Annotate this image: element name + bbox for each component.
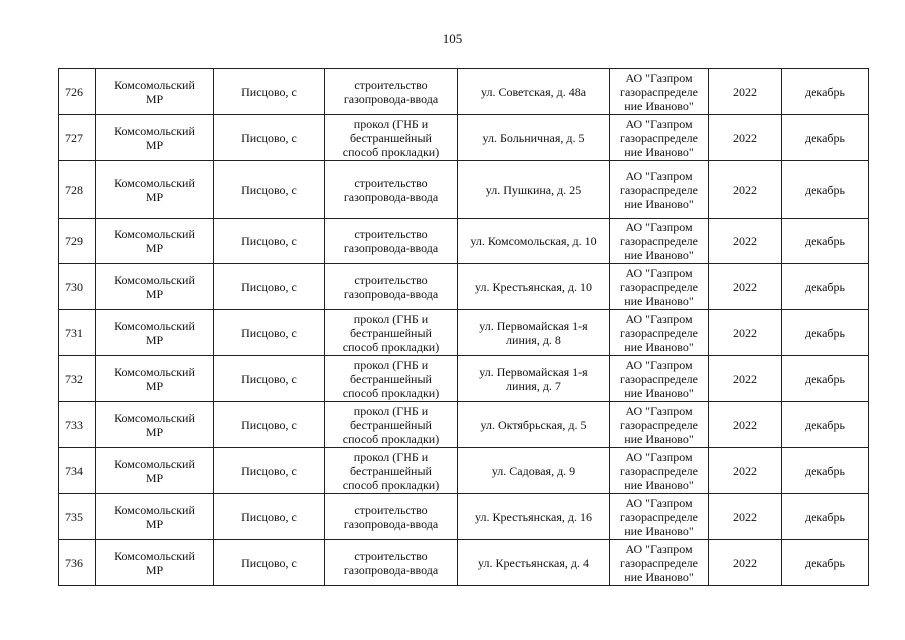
- row-number: 728: [59, 161, 96, 219]
- table-row: [59, 356, 869, 402]
- work-type-text: строительство газопровода-ввода: [343, 77, 439, 106]
- table-row: [59, 494, 869, 540]
- year-cell: 2022: [709, 494, 782, 540]
- address-text: ул. Первомайская 1-я линия, д. 8: [479, 318, 588, 347]
- district-cell: [96, 219, 214, 264]
- address-text: ул. Больничная, д. 5: [482, 130, 585, 145]
- month-cell: декабрь: [782, 115, 869, 161]
- month-cell: декабрь: [782, 540, 869, 586]
- row-number: 733: [59, 402, 96, 448]
- work-type-text: строительство газопровода-ввода: [343, 502, 439, 531]
- row-number: 727: [59, 115, 96, 161]
- month-cell: декабрь: [782, 69, 869, 115]
- organization-text: АО "Газпром газораспределе ние Иваново": [620, 220, 698, 262]
- address-cell: [458, 402, 610, 448]
- district-text: Комсомольский МР: [114, 364, 195, 393]
- district-text: Комсомольский МР: [114, 123, 195, 152]
- row-number: 731: [59, 310, 96, 356]
- district-text: Комсомольский МР: [114, 272, 195, 301]
- settlement-cell: Писцово, с: [214, 69, 325, 115]
- address-cell: [458, 310, 610, 356]
- district-text: Комсомольский МР: [114, 456, 195, 485]
- settlement-cell: Писцово, с: [214, 448, 325, 494]
- district-cell: [96, 115, 214, 161]
- table-row: [59, 264, 869, 310]
- work-type-text: прокол (ГНБ и бестраншейный способ прокладки): [342, 449, 440, 492]
- work-type-cell: [325, 402, 458, 448]
- address-text: ул. Крестьянская, д. 4: [478, 555, 589, 570]
- month-cell: декабрь: [782, 310, 869, 356]
- works-table: [58, 68, 869, 586]
- work-type-text: прокол (ГНБ и бестраншейный способ прокладки): [342, 403, 440, 446]
- row-number: 735: [59, 494, 96, 540]
- row-number: 730: [59, 264, 96, 310]
- settlement-cell: Писцово, с: [214, 264, 325, 310]
- address-cell: [458, 540, 610, 586]
- address-text: ул. Первомайская 1-я линия, д. 7: [479, 364, 588, 393]
- page-number: 105: [442, 31, 463, 46]
- table-row: [59, 161, 869, 219]
- table-row: [59, 219, 869, 264]
- organization-cell: [610, 402, 709, 448]
- work-type-text: прокол (ГНБ и бестраншейный способ прокладки): [342, 357, 440, 400]
- work-type-cell: [325, 356, 458, 402]
- month-cell: декабрь: [782, 494, 869, 540]
- address-cell: [458, 69, 610, 115]
- organization-cell: [610, 448, 709, 494]
- work-type-cell: [325, 540, 458, 586]
- district-cell: [96, 161, 214, 219]
- year-cell: 2022: [709, 115, 782, 161]
- year-cell: 2022: [709, 310, 782, 356]
- address-text: ул. Крестьянская, д. 10: [475, 279, 592, 294]
- organization-text: АО "Газпром газораспределе ние Иваново": [620, 168, 698, 211]
- address-text: ул. Пушкина, д. 25: [485, 182, 582, 197]
- month-cell: декабрь: [782, 161, 869, 219]
- year-cell: 2022: [709, 448, 782, 494]
- year-cell: 2022: [709, 161, 782, 219]
- district-cell: [96, 402, 214, 448]
- settlement-cell: Писцово, с: [214, 540, 325, 586]
- table-row: [59, 310, 869, 356]
- row-number: 726: [59, 69, 96, 115]
- district-cell: [96, 69, 214, 115]
- row-number: 736: [59, 540, 96, 586]
- organization-cell: [610, 219, 709, 264]
- district-cell: [96, 264, 214, 310]
- table-row: [59, 115, 869, 161]
- month-cell: декабрь: [782, 448, 869, 494]
- year-cell: 2022: [709, 356, 782, 402]
- district-text: Комсомольский МР: [114, 227, 195, 255]
- work-type-text: строительство газопровода-ввода: [343, 548, 439, 577]
- address-cell: [458, 264, 610, 310]
- work-type-cell: [325, 161, 458, 219]
- year-cell: 2022: [709, 69, 782, 115]
- organization-cell: [610, 264, 709, 310]
- year-cell: 2022: [709, 264, 782, 310]
- district-text: Комсомольский МР: [114, 548, 195, 577]
- work-type-cell: [325, 69, 458, 115]
- row-number: 734: [59, 448, 96, 494]
- organization-cell: [610, 540, 709, 586]
- district-text: Комсомольский МР: [114, 410, 195, 439]
- work-type-text: строительство газопровода-ввода: [343, 227, 439, 255]
- month-cell: декабрь: [782, 356, 869, 402]
- address-cell: [458, 219, 610, 264]
- address-text: ул. Комсомольская, д. 10: [470, 234, 597, 248]
- work-type-text: строительство газопровода-ввода: [343, 175, 439, 204]
- organization-text: АО "Газпром газораспределе ние Иваново": [620, 265, 698, 308]
- work-type-cell: [325, 264, 458, 310]
- organization-cell: [610, 161, 709, 219]
- work-type-cell: [325, 448, 458, 494]
- address-text: ул. Советская, д. 48а: [480, 84, 587, 99]
- district-cell: [96, 448, 214, 494]
- table-row: [59, 540, 869, 586]
- work-type-text: прокол (ГНБ и бестраншейный способ прокладки): [342, 311, 440, 354]
- district-text: Комсомольский МР: [114, 77, 195, 106]
- district-cell: [96, 494, 214, 540]
- organization-text: АО "Газпром газораспределе ние Иваново": [620, 70, 698, 113]
- work-type-cell: [325, 494, 458, 540]
- address-cell: [458, 448, 610, 494]
- organization-text: АО "Газпром газораспределе ние Иваново": [620, 116, 698, 159]
- organization-cell: [610, 115, 709, 161]
- table-row: [59, 69, 869, 115]
- organization-cell: [610, 494, 709, 540]
- district-cell: [96, 356, 214, 402]
- organization-text: АО "Газпром газораспределе ние Иваново": [620, 449, 698, 492]
- year-cell: 2022: [709, 540, 782, 586]
- address-text: ул. Октябрьская, д. 5: [480, 417, 587, 432]
- year-cell: 2022: [709, 402, 782, 448]
- table-row: [59, 402, 869, 448]
- address-text: ул. Садовая, д. 9: [491, 463, 576, 478]
- row-number: 732: [59, 356, 96, 402]
- district-text: Комсомольский МР: [114, 175, 195, 204]
- settlement-cell: Писцово, с: [214, 161, 325, 219]
- month-cell: декабрь: [782, 402, 869, 448]
- organization-cell: [610, 356, 709, 402]
- work-type-text: строительство газопровода-ввода: [343, 272, 439, 301]
- address-cell: [458, 115, 610, 161]
- address-cell: [458, 356, 610, 402]
- district-cell: [96, 540, 214, 586]
- organization-cell: [610, 310, 709, 356]
- settlement-cell: Писцово, с: [214, 115, 325, 161]
- month-cell: декабрь: [782, 264, 869, 310]
- district-cell: [96, 310, 214, 356]
- settlement-cell: Писцово, с: [214, 219, 325, 264]
- settlement-cell: Писцово, с: [214, 494, 325, 540]
- organization-text: АО "Газпром газораспределе ние Иваново": [620, 311, 698, 354]
- organization-text: АО "Газпром газораспределе ние Иваново": [620, 541, 698, 584]
- year-cell: 2022: [709, 219, 782, 264]
- work-type-cell: [325, 115, 458, 161]
- row-number: 729: [59, 219, 96, 264]
- table-row: [59, 448, 869, 494]
- work-type-cell: [325, 310, 458, 356]
- settlement-cell: Писцово, с: [214, 402, 325, 448]
- organization-text: АО "Газпром газораспределе ние Иваново": [620, 495, 698, 538]
- organization-cell: [610, 69, 709, 115]
- district-text: Комсомольский МР: [114, 502, 195, 531]
- work-type-text: прокол (ГНБ и бестраншейный способ прокладки): [342, 116, 440, 159]
- district-text: Комсомольский МР: [114, 318, 195, 347]
- organization-text: АО "Газпром газораспределе ние Иваново": [620, 403, 698, 446]
- address-cell: [458, 161, 610, 219]
- address-cell: [458, 494, 610, 540]
- month-cell: декабрь: [782, 219, 869, 264]
- work-type-cell: [325, 219, 458, 264]
- settlement-cell: Писцово, с: [214, 310, 325, 356]
- organization-text: АО "Газпром газораспределе ние Иваново": [620, 357, 698, 400]
- address-text: ул. Крестьянская, д. 16: [475, 509, 592, 524]
- settlement-cell: Писцово, с: [214, 356, 325, 402]
